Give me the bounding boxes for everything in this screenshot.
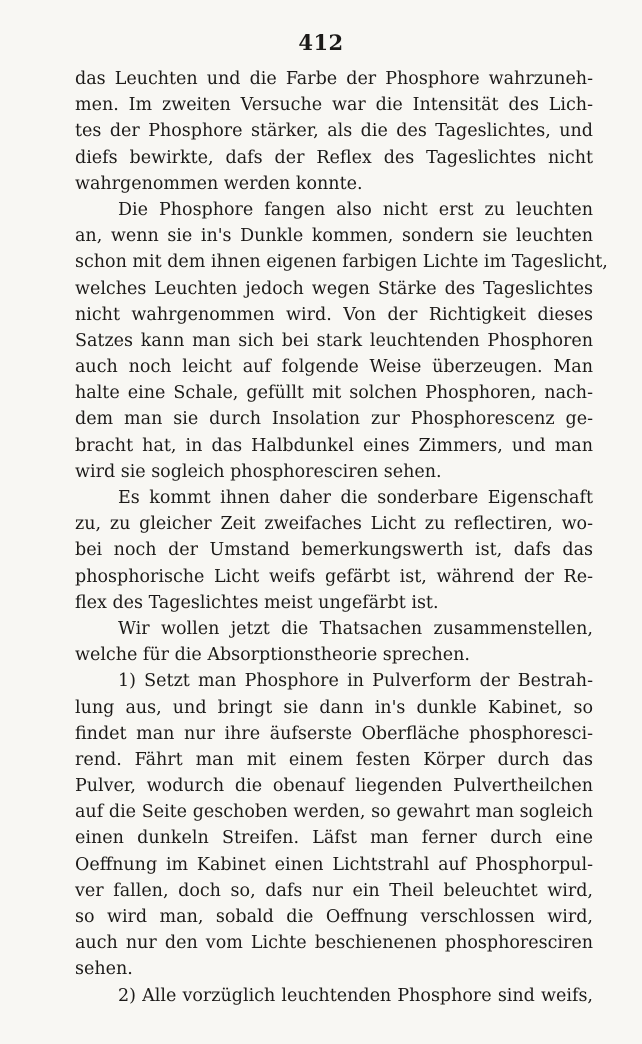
text-line: diefs bewirkte, dafs der Reflex des Tageslichtes nicht <box>75 147 593 168</box>
text-line: bracht hat, in das Halbdunkel eines Zimmers, und man <box>75 435 593 456</box>
text-line: men. Im zweiten Versuche war die Intensität des Lich- <box>75 95 593 116</box>
paragraph-start-line: Wir wollen jetzt die Thatsachen zusammenstellen, <box>118 618 593 639</box>
text-line: so wird man, sobald die Oeffnung verschlossen wird, <box>75 907 593 927</box>
text-line: an, wenn sie in's Dunkle kommen, sondern sie leuchten <box>75 226 593 247</box>
text-line: rend. Fährt man mit einem festen Körper durch das <box>75 749 593 770</box>
text-line: Oeffnung im Kabinet einen Lichtstrahl auf Phosphorpul- <box>75 854 593 875</box>
text-line: Pulver, wodurch die obenauf liegenden Pulvertheilchen <box>75 776 593 797</box>
paragraph-start-line: Es kommt ihnen daher die sonderbare Eigenschaft <box>118 488 593 508</box>
text-line: auch noch leicht auf folgende Weise überzeugen. Man <box>75 357 593 378</box>
text-line: halte eine Schale, gefüllt mit solchen Phosphoren, nach- <box>75 383 593 404</box>
list-item-1-start: 1) Setzt man Phosphore in Pulverform der Bestrah- <box>118 671 593 692</box>
body-text <box>75 66 608 1009</box>
text-line: bei noch der Umstand bemerkungswerth ist, dafs das <box>75 540 593 561</box>
paragraph-start-line: Die Phosphore fangen also nicht erst zu leuchten <box>118 199 593 220</box>
text-line: auf die Seite geschoben werden, so gewahrt man sogleich <box>75 802 593 823</box>
list-item-2-start: 2) Alle vorzüglich leuchtenden Phosphore sind weifs, <box>118 985 593 1006</box>
text-line: sehen. <box>75 959 133 980</box>
text-line: tes der Phosphore stärker, als die des Tageslichtes, und <box>75 121 593 142</box>
text-line: welche für die Absorptionstheorie sprechen. <box>75 645 470 666</box>
text-line: flex des Tageslichtes meist ungefärbt ist. <box>75 592 439 613</box>
text-line: nicht wahrgenommen wird. Von der Richtigkeit dieses <box>75 304 593 325</box>
text-line: auch nur den vom Lichte beschienenen phosphoresciren <box>75 933 593 954</box>
text-line: ver fallen, doch so, dafs nur ein Theil beleuchtet wird, <box>75 880 593 901</box>
text-line: Satzes kann man sich bei stark leuchtenden Phosphoren <box>75 330 593 351</box>
text-line: wahrgenommen werden konnte. <box>75 173 363 194</box>
text-line: einen dunkeln Streifen. Läfst man ferner durch eine <box>75 828 593 849</box>
page-number: 412 <box>298 30 344 55</box>
text-line: wird sie sogleich phosphoresciren sehen. <box>75 461 442 482</box>
text-line: dem man sie durch Insolation zur Phosphorescenz ge- <box>75 409 593 430</box>
text-line: lung aus, und bringt sie dann in's dunkle Kabinet, so <box>75 697 593 718</box>
text-line: phosphorische Licht weifs gefärbt ist, während der Re- <box>75 566 593 587</box>
text-line: zu, zu gleicher Zeit zweifaches Licht zu reflectiren, wo- <box>75 514 593 535</box>
text-line: welches Leuchten jedoch wegen Stärke des Tageslichtes <box>75 278 593 299</box>
text-line: findet man nur ihre äufserste Oberfläche phosphoresci- <box>75 723 593 744</box>
text-line: schon mit dem ihnen eigenen farbigen Lichte im Tageslicht, <box>75 252 608 273</box>
text-line: das Leuchten und die Farbe der Phosphore wahrzuneh- <box>75 69 593 89</box>
